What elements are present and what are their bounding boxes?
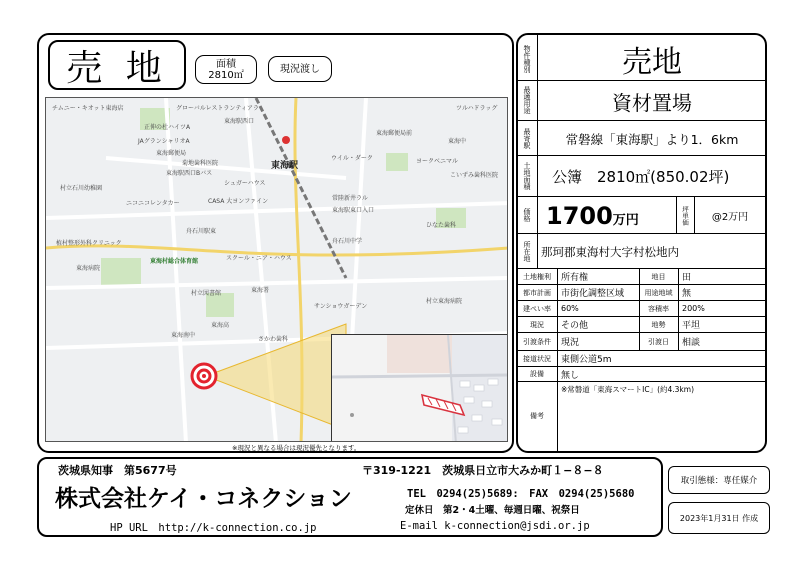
row-value: 東側公道5m	[561, 355, 612, 365]
use-label: 最適用途	[523, 86, 531, 114]
price-value	[546, 198, 676, 233]
area-label: 土地面積	[523, 162, 531, 190]
condition-pill-label: 現況渡し	[280, 63, 320, 75]
area-value: 公簿 2810㎡(850.02坪)	[552, 168, 730, 186]
area-pill-value: 2810㎡	[208, 69, 244, 81]
divider	[678, 268, 679, 350]
row-label: 都市計画	[523, 288, 551, 297]
unit-price-value: @2万円	[711, 212, 749, 223]
row-value: 所有権	[561, 273, 589, 283]
map-label: スクール・ニア・ハウス	[226, 255, 292, 262]
company-holiday: 定休日 第2・4土曜、毎週日曜、祝祭日	[405, 505, 580, 516]
map-label: 正伸の杜ハイツA	[144, 124, 191, 131]
row-value: 相談	[682, 338, 701, 348]
type-value: 売地	[622, 45, 682, 80]
divider	[517, 233, 766, 234]
map-label: シュガーハウス	[224, 180, 266, 187]
row-label: 建ぺい率	[523, 304, 551, 313]
row-label: 引渡条件	[523, 337, 551, 346]
map-label: さかわ歯科	[258, 336, 289, 343]
divider	[694, 197, 695, 233]
title-box	[48, 40, 186, 90]
map-label: 東海高	[211, 322, 230, 329]
transaction-box	[668, 466, 770, 494]
map-label: こいずみ歯科医院	[450, 172, 499, 179]
transaction-type: 取引態様：専任媒介	[680, 476, 758, 486]
station-value: 常磐線「東海駅」より1．6km	[565, 131, 739, 147]
row-value: 無	[682, 289, 692, 299]
row-label: 地目	[651, 272, 666, 281]
map-label: ツルハドラッグ	[456, 105, 498, 112]
price-number: 1700	[546, 201, 613, 230]
row-value: 田	[682, 273, 692, 283]
company-url: HP URL http://k-connection.co.jp	[110, 522, 317, 534]
row-value: その他	[561, 321, 589, 331]
map-label: 東海署	[251, 287, 270, 294]
divider	[517, 120, 766, 121]
map-note: ※現況と異なる場合は現況優先となります。	[232, 444, 361, 452]
map-label: CASA 大ヨンファイン	[208, 198, 269, 205]
map-label: 東海病院	[76, 265, 101, 272]
row-label: 備考	[530, 412, 544, 420]
map-label: ニコニコレンタカー	[126, 200, 180, 207]
map-label: JAグランシャリオA	[138, 138, 190, 145]
area-pill	[195, 55, 257, 84]
map-label: チムニー・キオット東海店	[52, 105, 124, 112]
map-label: ウイル・ダーク	[331, 155, 373, 162]
map-label: グローバルレストランティアラ	[176, 105, 259, 112]
divider	[517, 196, 766, 197]
map-label: 東海郵便局	[156, 150, 187, 157]
row-label: 用途地域	[644, 288, 673, 297]
station-label: 最寄駅	[523, 127, 531, 149]
map-label: 村立東海病院	[426, 298, 463, 305]
row-value: ※常磐道「東海スマートIC」(約4.3km)	[561, 384, 695, 394]
inset-map-graphic	[332, 335, 508, 442]
row-value: 無し	[561, 370, 580, 381]
row-label: 設備	[530, 370, 544, 378]
address-label: 所在地	[523, 240, 531, 262]
map-label: 東海駅西口	[224, 118, 255, 125]
use-value: 資材置場	[612, 90, 692, 115]
divider	[557, 268, 558, 452]
address-value: 那珂郡東海村大字村松地内	[541, 244, 679, 259]
map-label: 東海郵便局前	[376, 130, 413, 137]
company-name: 株式会社ケイ・コネクション	[55, 486, 352, 512]
row-label: 土地権利	[523, 272, 551, 281]
map-label: ひなた歯科	[426, 222, 457, 229]
inset-map	[331, 334, 508, 442]
map-label: 常陸新井ラル	[332, 195, 368, 202]
map-label: 舟石川中学	[332, 238, 363, 245]
row-label: 容積率	[648, 304, 669, 313]
company-license: 茨城県知事 第5677号	[58, 464, 177, 477]
page-title: 売 地	[66, 47, 168, 89]
type-label: 物件種別	[523, 45, 531, 73]
row-label: 地勢	[651, 320, 666, 329]
map-label: ヨークベニマル	[416, 158, 459, 165]
company-address: 〒319-1221 茨城県日立市大みか町１−８−８	[362, 464, 604, 477]
map-label: 村立図書館	[191, 290, 222, 297]
unit-price-label: 坪単価	[681, 206, 689, 226]
row-value: 200%	[682, 304, 705, 313]
map-label: 舟石川駅東	[186, 228, 217, 235]
map-label: 東海駅東口入口	[332, 207, 375, 214]
row-label: 接道状況	[523, 354, 551, 363]
map-label: 東海駅	[271, 161, 299, 171]
row-label: 現況	[530, 320, 544, 329]
price-label: 価格	[523, 208, 531, 222]
company-email: E-mail k-connection@jsdi.or.jp	[400, 520, 590, 532]
row-value: 市街化調整区域	[561, 289, 625, 299]
price-unit: 万円	[612, 213, 639, 228]
map-label: サンショウガーデン	[314, 303, 368, 310]
location-map	[45, 97, 508, 442]
row-label: 引渡日	[648, 337, 669, 346]
map-label: 菊地歯科医院	[182, 160, 219, 167]
map-label: 東海南中	[171, 332, 196, 339]
company-tel: TEL 0294(25)5689: FAX 0294(25)5680	[407, 488, 635, 500]
created-date: 2023年1月31日 作成	[679, 513, 759, 523]
map-label: 東海駅西口Bバス	[166, 170, 213, 177]
map-label: 植村整形外科クリニック	[56, 240, 122, 247]
row-value: 現況	[561, 338, 580, 348]
row-value: 60%	[561, 304, 579, 313]
area-pill-label: 面積	[216, 58, 236, 70]
map-label: 村立石川幼稚園	[60, 185, 103, 192]
condition-pill	[268, 56, 332, 82]
map-label: 東海中	[448, 138, 467, 145]
row-value: 平坦	[682, 321, 701, 331]
divider	[517, 155, 766, 156]
map-label: 東海村総合体育館	[150, 258, 199, 265]
date-box	[668, 502, 770, 534]
